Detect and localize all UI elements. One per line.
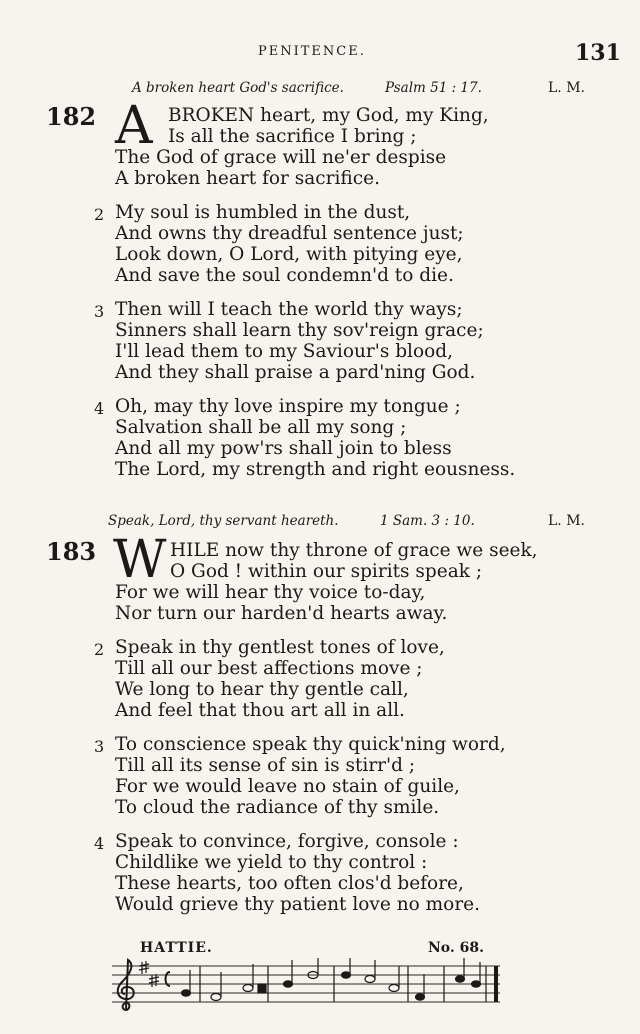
drop-cap: W	[113, 530, 167, 590]
note	[456, 976, 465, 982]
sharp-icon	[149, 974, 159, 987]
note	[211, 994, 221, 1001]
first-word: HILE	[170, 540, 220, 561]
note	[258, 984, 266, 993]
verse-line: These hearts, too often clos'd before,	[115, 873, 464, 894]
first-word: BROKEN	[168, 105, 255, 126]
verse-line: For we would leave no stain of guile,	[115, 776, 460, 797]
note	[284, 981, 293, 987]
verse-line: And owns thy dreadful sentence just;	[115, 223, 464, 244]
running-title: PENITENCE.	[258, 44, 366, 59]
note	[472, 981, 481, 987]
verse-number: 3	[94, 302, 105, 321]
verse-line: To conscience speak thy quick'ning word,	[115, 734, 506, 755]
verse-line: Look down, O Lord, with pitying eye,	[115, 244, 463, 265]
verse-line: Sinners shall learn thy sov'reign grace;	[115, 320, 484, 341]
verse-line: BROKEN heart, my God, my King,	[168, 105, 489, 126]
note	[365, 976, 375, 983]
staff-lines	[112, 966, 500, 1002]
note	[182, 990, 191, 996]
verse-line: Childlike we yield to thy control :	[115, 852, 428, 873]
verse-line: Speak in thy gentlest tones of love,	[115, 637, 445, 658]
verse-line: I'll lead them to my Saviour's blood,	[115, 341, 453, 362]
verse-line: And they shall praise a pard'ning God.	[115, 362, 476, 383]
verse-line: Would grieve thy patient love no more.	[115, 894, 480, 915]
tune-name: HATTIE.	[140, 940, 213, 956]
hymn-reference: Psalm 51 : 17.	[385, 80, 482, 96]
verse-line: A broken heart for sacrifice.	[115, 168, 380, 189]
note	[416, 994, 425, 1000]
verse-line: And feel that thou art all in all.	[115, 700, 405, 721]
verse-line: Then will I teach the world thy ways;	[115, 299, 463, 320]
hymn-meter: L. M.	[548, 80, 585, 96]
notes	[182, 958, 481, 1001]
hymn-subtitle: A broken heart God's sacrifice.	[132, 80, 344, 96]
verse-line: Oh, may thy love inspire my tongue ;	[115, 396, 461, 417]
sharp-icon	[139, 961, 149, 974]
verse-line: Till all our best affections move ;	[115, 658, 423, 679]
drop-cap: A	[115, 96, 153, 156]
hymn-number: 182	[46, 102, 97, 131]
verse-line: The Lord, my strength and right eousness.	[115, 459, 516, 480]
verse-line: We long to hear thy gentle call,	[115, 679, 409, 700]
verse-line: HILE now thy throne of grace we seek,	[170, 540, 538, 561]
verse-line: My soul is humbled in the dust,	[115, 202, 411, 223]
verse-line: Nor turn our harden'd hearts away.	[115, 603, 448, 624]
verse-line: And all my pow'rs shall join to bless	[115, 438, 452, 459]
verse-line: The God of grace will ne'er despise	[115, 147, 447, 168]
note	[243, 985, 253, 992]
music-staff	[108, 956, 504, 1014]
hymn-meter: L. M.	[548, 513, 585, 529]
verse-line: Is all the sacrifice I bring ;	[168, 126, 417, 147]
verse-line: Speak to convince, forgive, console :	[115, 831, 459, 852]
verse-number: 2	[94, 205, 105, 224]
verse-number: 4	[94, 834, 105, 853]
verse-line: For we will hear thy voice to-day,	[115, 582, 426, 603]
hymn-subtitle: Speak, Lord, thy servant heareth.	[108, 513, 339, 529]
note	[389, 985, 399, 992]
verse-line: Till all its sense of sin is stirr'd ;	[115, 755, 416, 776]
verse-line: Salvation shall be all my song ;	[115, 417, 407, 438]
hymn-number: 183	[46, 537, 97, 566]
note	[342, 972, 351, 978]
verse-line: And save the soul condemn'd to die.	[115, 265, 454, 286]
verse-number: 2	[94, 640, 105, 659]
page-number: 131	[575, 40, 621, 66]
verse-number: 4	[94, 399, 105, 418]
verse-number: 3	[94, 737, 105, 756]
verse-line: To cloud the radiance of thy smile.	[115, 797, 440, 818]
verse-line: O God ! within our spirits speak ;	[170, 561, 483, 582]
hymn-reference: 1 Sam. 3 : 10.	[380, 513, 475, 529]
tune-number: No. 68.	[428, 940, 484, 956]
